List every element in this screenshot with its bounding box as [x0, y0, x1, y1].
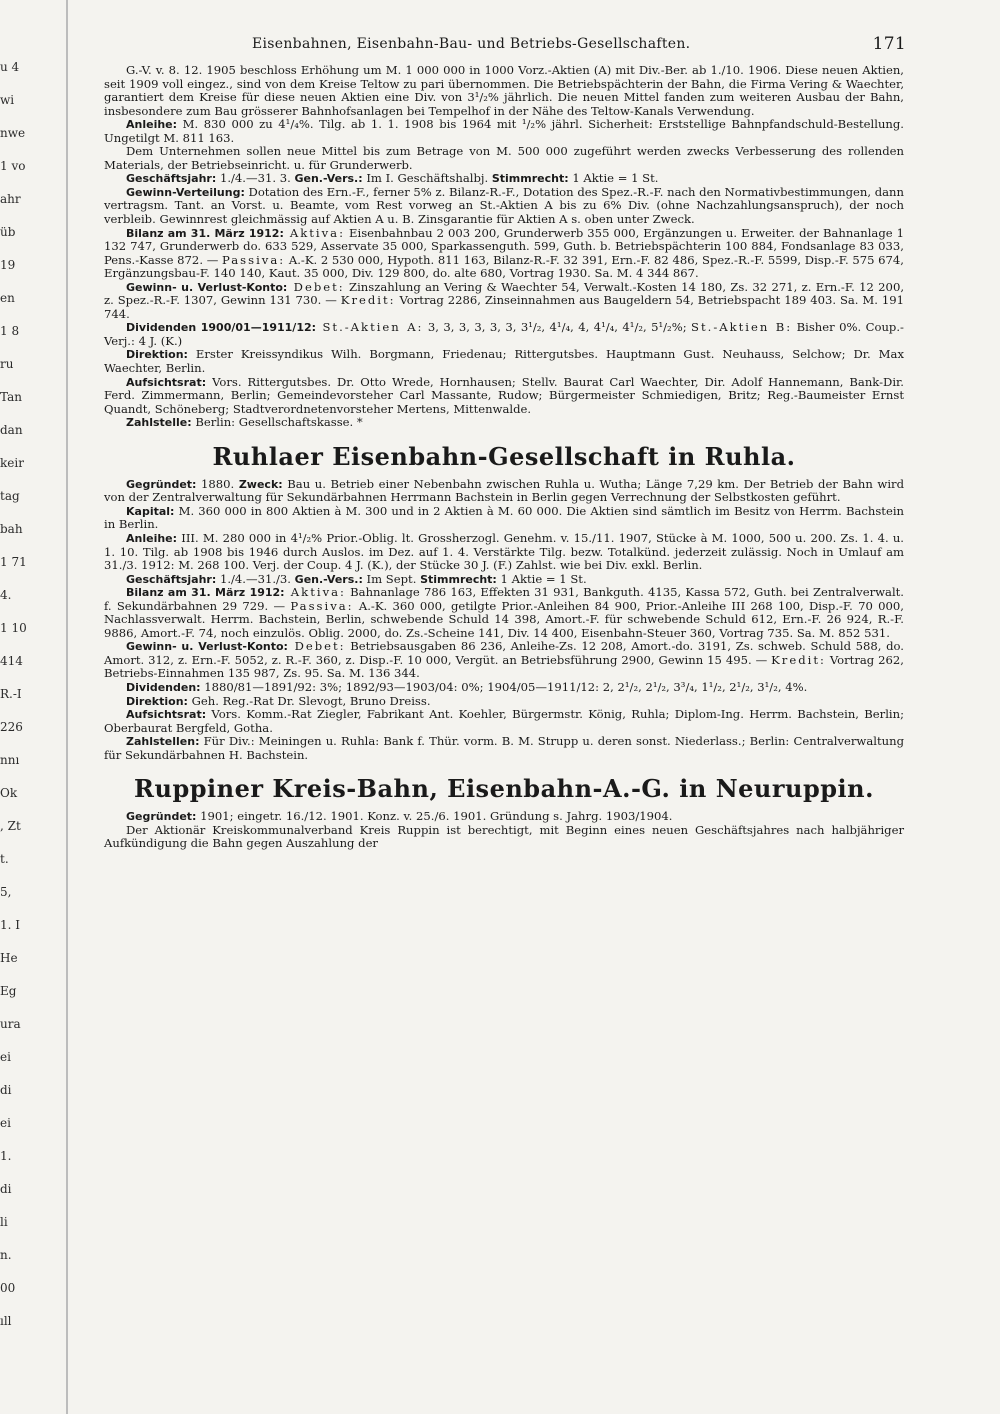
- margin-fragment: t.: [0, 852, 9, 866]
- paragraph: [104, 640, 904, 681]
- paragraph-text: 1880.: [196, 476, 239, 491]
- field-label: Zweck:: [238, 477, 283, 491]
- paragraph-text: III. M. 280 000 in 4¹/₂% Prior.-Oblig. lt. Grossherzogl. Genehm. v. 15./11. 1907, Stücke à M. 1000, 500 u. 200. Zs. 1. 4. u. 1. 10. Tilg. ab 1908 bis 1946 durch Auslos. im Dez. auf 1. 4. Verstärkte Tilg. bezw. Totalkünd. jederzeit zulässig. Noch in Umlauf am 31./3. 1912: M. 268 100. Verj. der Coup. 4 J. (K.), der Stücke 30 J. (F.) Zahlst. wie bei Div. exkl. Berlin.: [104, 530, 904, 573]
- paragraph-text: Im Sept.: [362, 571, 421, 586]
- paragraph: [104, 573, 904, 587]
- paragraph: [104, 708, 904, 735]
- margin-fragment: Tan: [0, 390, 22, 404]
- field-label: Direktion:: [126, 694, 188, 708]
- paragraph-text: G.-V. v. 8. 12. 1905 beschloss Erhöhung um M. 1 000 000 in 1000 Vorz.-Aktien (A) mit Div.-Ber. ab 1./10. 1906. Diese neuen Aktien, seit 1909 voll eingez., sind von dem Kreise Teltow zu pari übernommen. Die Betriebspächterin der Bahn, die Firma Vering & Waechter, garantiert dem Kreise für diese neuen Aktien eine Div. von 3¹/₂% jährlich. Die neuen Mittel fanden zum weiteren Ausbau der Bahn, insbesondere zum Bau grösserer Bahnhofsanlagen bei Tempelhof in der Nähe des Teltow-Kanals Verwendung.: [104, 63, 904, 118]
- field-label: Anleihe:: [126, 531, 178, 545]
- paragraph: [104, 321, 904, 348]
- paragraph: [104, 416, 904, 430]
- field-label: Gewinn- u. Verlust-Konto:: [126, 640, 288, 654]
- margin-fragment: üb: [0, 225, 16, 239]
- paragraph-text: 1901; eingetr. 16./12. 1901. Konz. v. 25./6. 1901. Gründung s. Jahrg. 1903/1904.: [196, 809, 673, 824]
- margin-fragment: ei: [0, 1116, 11, 1130]
- section-heading-ruhla: Ruhlaer Eisenbahn-Gesellschaft in Ruhla.: [212, 441, 796, 471]
- paragraph: [104, 681, 904, 695]
- paragraph-text: Vortrag 262, Betriebs-Einnahmen 135 987, Zs. 95. Sa. M. 136 344.: [104, 652, 904, 681]
- spaced-label: St.-Aktien A:: [316, 320, 424, 335]
- spaced-label: Kredit:: [771, 652, 826, 667]
- paragraph: [104, 735, 904, 762]
- paragraph-text: Bau u. Betrieb einer Nebenbahn zwischen Ruhla u. Wutha; Länge 7,29 km. Der Betrieb der Bahn wird von der Zentralverwaltung für Sekundärbahnen Herrmann Bachstein in Berlin gegen Verrechnung der Selbstkosten geführt.: [104, 476, 904, 505]
- paragraph: [104, 348, 904, 375]
- paragraph: [104, 505, 904, 532]
- margin-fragment: 1 71: [0, 555, 27, 569]
- paragraph-text: Eisenbahnbau 2 003 200, Grunderwerb 355 000, Ergänzungen u. Erweiter. der Bahnanlage 1 132 747, Grunderwerb do. 633 529, Asservate 35 000, Sparkassenguth. 599, Guth. b. Betriebspächterin 100 884, Fondsanlage 83 033, Pens.-Kasse 872. —: [104, 225, 904, 267]
- paragraph-text: Der Aktionär Kreiskommunalverband Kreis Ruppin ist berechtigt, mit Beginn eines neuen Geschäftsjahres nach halbjähriger Aufkündigung die Bahn gegen Auszahlung der: [104, 822, 904, 851]
- margin-fragment: 4.: [0, 588, 12, 602]
- paragraph: [104, 824, 904, 851]
- margin-fragment: dan: [0, 423, 23, 437]
- field-label: Anleihe:: [126, 118, 178, 132]
- field-label: Stimmrecht:: [491, 172, 569, 186]
- margin-fragment: ru: [0, 357, 14, 371]
- field-label: Dividenden 1900/01—1911/12:: [126, 321, 317, 335]
- margin-fragment: 1. I: [0, 918, 21, 932]
- paragraph-text: Erster Kreissyndikus Wilh. Borgmann, Friedenau; Rittergutsbes. Hauptmann Gust. Neuhauss, Selchow; Dr. Max Waechter, Berlin.: [104, 347, 904, 376]
- field-label: Bilanz am 31. März 1912:: [126, 226, 284, 240]
- margin-fragment: nwe: [0, 126, 26, 140]
- column-divider: [66, 0, 68, 1414]
- margin-fragment: nnı: [0, 753, 20, 767]
- field-label: Gewinn- u. Verlust-Konto:: [126, 280, 288, 294]
- ruppin-section: [104, 810, 904, 851]
- field-label: Gen.-Vers.:: [294, 572, 363, 586]
- paragraph-text: 1./4.—31. 3.: [216, 171, 295, 186]
- ruhla-section: [104, 478, 904, 762]
- paragraph: [104, 281, 904, 322]
- paragraph-text: 1./4.—31./3.: [216, 571, 295, 586]
- spaced-label: Kredit:: [340, 293, 396, 308]
- field-label: Zahlstellen:: [126, 735, 200, 749]
- margin-fragment: He: [0, 951, 18, 965]
- margin-fragment: wi: [0, 93, 15, 107]
- page-number: 171: [872, 34, 906, 54]
- field-label: Bilanz am 31. März 1912:: [126, 586, 285, 600]
- spaced-label: Debet:: [287, 639, 346, 654]
- paragraph-text: Betriebsausgaben 86 236, Anleihe-Zs. 12 208, Amort.-do. 3191, Zs. schweb. Schuld 588, do. Amort. 312, z. Ern.-F. 5052, z. R.-F. 360, z. Disp.-F. 10 000, Vergüt. an Betriebsführung 2900, Gewinn 15 495. —: [104, 639, 904, 667]
- paragraph-text: 3, 3, 3, 3, 3, 3, 3¹/₂, 4¹/₄, 4, 4¹/₄, 4¹/₂, 5¹/₂%;: [423, 320, 692, 335]
- paragraph-text: M. 360 000 in 800 Aktien à M. 300 und in 2 Aktien à M. 60 000. Die Aktien sind sämtlich im Besitz von Herrm. Bachstein in Berlin.: [104, 503, 904, 532]
- margin-fragment: 414: [0, 654, 23, 668]
- paragraph-text: A.-K. 360 000, getilgte Prior.-Anleihen 84 900, Prior.-Anleihe III 268 100, Disp.-F. 70 000, Nachlassverwalt. Herrm. Bachstein, Berlin, schwebende Schuld 14 398, Amort.-F. für schwebende Schuld 612, Ern.-F. 26 924, R.-F. 9886, Amort.-F. 74, noch einzulös. Oblig. 2000, do. Zs.-Scheine 141, Div. 14 400, Eisenbahn-Steuer 360, Vortrag 735. Sa. M. 852 531.: [104, 598, 904, 640]
- spaced-label: Passiva:: [221, 252, 286, 267]
- left-margin-fragments: [0, 60, 60, 1414]
- field-label: Geschäftsjahr:: [126, 172, 217, 186]
- paragraph: [104, 532, 904, 573]
- margin-fragment: 1 8: [0, 324, 20, 338]
- paragraph-text: Vors. Rittergutsbes. Dr. Otto Wrede, Hornhausen; Stellv. Baurat Carl Waechter, Dir. Adolf Hannemann, Bank-Dir. Ferd. Zimmermann, Berlin; Gemeindevorsteher Carl Massante, Rudow; Bürgermeister Schmiedigen, Britz; Reg.-Baumeister Ernst Quandt, Schöneberg; Stadtverordnetenvorsteher Mertens, Mittenwalde.: [104, 374, 904, 416]
- paragraph-text: 1880/81—1891/92: 3%; 1892/93—1903/04: 0%; 1904/05—1911/12: 2, 2¹/₂, 2¹/₂, 3³/₄, 1¹/₂, 2¹/₂, 3¹/₂, 4%.: [200, 679, 808, 694]
- margin-fragment: 226: [0, 720, 23, 734]
- spaced-label: Aktiva:: [284, 585, 346, 600]
- paragraph: [104, 186, 904, 227]
- margin-fragment: 1 vo: [0, 159, 26, 173]
- margin-fragment: di: [0, 1182, 12, 1196]
- field-label: Gegründet:: [126, 477, 197, 491]
- field-label: Direktion:: [126, 348, 188, 362]
- margin-fragment: ura: [0, 1017, 21, 1031]
- paragraph: [104, 64, 904, 118]
- page-column: [104, 36, 904, 851]
- field-label: Kapital:: [126, 504, 175, 518]
- paragraph-text: Im I. Geschäftshalbj.: [362, 171, 492, 186]
- spaced-label: Aktiva:: [283, 225, 346, 240]
- field-label: Gegründet:: [126, 810, 197, 824]
- paragraph-text: Vortrag 2286, Zinseinnahmen aus Baugeldern 54, Betriebspacht 189 403. Sa. M. 191 744.: [104, 293, 904, 321]
- field-label: Gewinn-Verteilung:: [126, 185, 245, 199]
- paragraph-text: Vors. Komm.-Rat Ziegler, Fabrikant Ant. Koehler, Bürgermstr. König, Ruhla; Diplom-Ing. Herrm. Bachstein, Berlin; Oberbaurat Bergfeld, Gotha.: [104, 707, 904, 735]
- paragraph-text: Dem Unternehmen sollen neue Mittel bis zum Betrage von M. 500 000 zugeführt werden zwecks Verbesserung des rollenden Materials, der Betriebseinricht. u. für Grunderwerb.: [104, 144, 904, 172]
- margin-fragment: , Zt: [0, 819, 21, 833]
- paragraph-text: Bisher 0%. Coup.-Verj.: 4 J. (K.): [104, 320, 904, 348]
- field-label: Stimmrecht:: [420, 572, 497, 586]
- field-label: Zahlstelle:: [126, 416, 192, 430]
- paragraph-text: Für Div.: Meiningen u. Ruhla: Bank f. Thür. vorm. B. M. Strupp u. deren sonst. Niederlass.; Berlin: Centralverwaltung für Sekundärbahnen H. Bachstein.: [104, 734, 904, 762]
- margin-fragment: 19: [0, 258, 16, 272]
- margin-fragment: 00: [0, 1281, 16, 1295]
- paragraph: [104, 810, 904, 824]
- margin-fragment: R.-I: [0, 687, 22, 701]
- paragraph: [104, 695, 904, 709]
- margin-fragment: bah: [0, 522, 23, 536]
- margin-fragment: keir: [0, 456, 24, 470]
- margin-fragment: u 4: [0, 60, 20, 74]
- paragraph: [104, 586, 904, 640]
- spaced-label: St.-Aktien B:: [691, 320, 793, 335]
- running-title: Eisenbahnen, Eisenbahn-Bau- und Betriebs-Gesellschaften.: [252, 36, 691, 52]
- field-label: Aufsichtsrat:: [126, 375, 207, 389]
- intro-section: [104, 64, 904, 430]
- paragraph-text: Berlin: Gesellschaftskasse. *: [191, 415, 363, 430]
- paragraph-text: Geh. Reg.-Rat Dr. Slevogt, Bruno Dreiss.: [187, 693, 431, 708]
- margin-fragment: 1 10: [0, 621, 27, 635]
- field-label: Gen.-Vers.:: [294, 172, 363, 186]
- paragraph: [104, 227, 904, 281]
- margin-fragment: di: [0, 1083, 12, 1097]
- margin-fragment: li: [0, 1215, 8, 1229]
- margin-fragment: Eg: [0, 984, 17, 998]
- field-label: Aufsichtsrat:: [126, 708, 207, 722]
- paragraph: [104, 145, 904, 172]
- margin-fragment: 5,: [0, 885, 12, 899]
- paragraph-text: A.-K. 2 530 000, Hypoth. 811 163, Bilanz-R.-F. 32 391, Ern.-F. 82 486, Spez.-R.-F. 5599, Disp.-F. 575 674, Ergänzungsbau-F. 140 140, Kaut. 35 000, Div. 129 800, do. alte 680, Vortrag 1930. Sa. M. 4 344 867.: [104, 252, 904, 281]
- margin-fragment: Ok: [0, 786, 18, 800]
- paragraph: [104, 172, 904, 186]
- running-header: [104, 36, 904, 58]
- section-heading-ruppin: Ruppiner Kreis-Bahn, Eisenbahn-A.-G. in Neuruppin.: [134, 774, 874, 804]
- margin-fragment: ıll: [0, 1314, 12, 1328]
- margin-fragment: 1.: [0, 1149, 12, 1163]
- paragraph-text: 1 Aktie = 1 St.: [496, 571, 587, 586]
- paragraph-text: Dotation des Ern.-F., ferner 5% z. Bilanz-R.-F., Dotation des Spez.-R.-F. nach den Normativbestimmungen, dann vertragsm. Tant. an Vorst. u. Beamte, vom Rest vorweg an St.-Aktien A bis zu 6% Div. (ohne Nachzahlungsanspruch), der noch verbleib. Gewinnrest gleichmässig auf Aktien A u. B. Zinsgarantie für Aktien A s. oben unter Zweck.: [104, 184, 904, 227]
- paragraph: [104, 478, 904, 505]
- margin-fragment: ei: [0, 1050, 11, 1064]
- paragraph: [104, 376, 904, 417]
- field-label: Geschäftsjahr:: [126, 572, 217, 586]
- margin-fragment: n.: [0, 1248, 12, 1262]
- field-label: Dividenden:: [126, 680, 201, 694]
- paragraph-text: 1 Aktie = 1 St.: [568, 171, 659, 186]
- spaced-label: Passiva:: [290, 598, 354, 613]
- spaced-label: Debet:: [287, 279, 345, 294]
- paragraph-text: M. 830 000 zu 4¹/₄%. Tilg. ab 1. 1. 1908 bis 1964 mit ¹/₂% jährl. Sicherheit: Erststellige Bahnpfandschuld-Bestellung. Ungetilgt M. 811 163.: [104, 117, 904, 145]
- margin-fragment: en: [0, 291, 15, 305]
- margin-fragment: tag: [0, 489, 20, 503]
- paragraph: [104, 118, 904, 145]
- paragraph-text: Bahnanlage 786 163, Effekten 31 931, Bankguth. 4135, Kassa 572, Guth. bei Zentralverwalt. f. Sekundärbahnen 29 729. —: [104, 585, 904, 613]
- paragraph-text: Zinszahlung an Vering & Waechter 54, Verwalt.-Kosten 14 180, Zs. 32 271, z. Ern.-F. 12 200, z. Spez.-R.-F. 1307, Gewinn 131 730. —: [104, 279, 904, 308]
- margin-fragment: ahr: [0, 192, 21, 206]
